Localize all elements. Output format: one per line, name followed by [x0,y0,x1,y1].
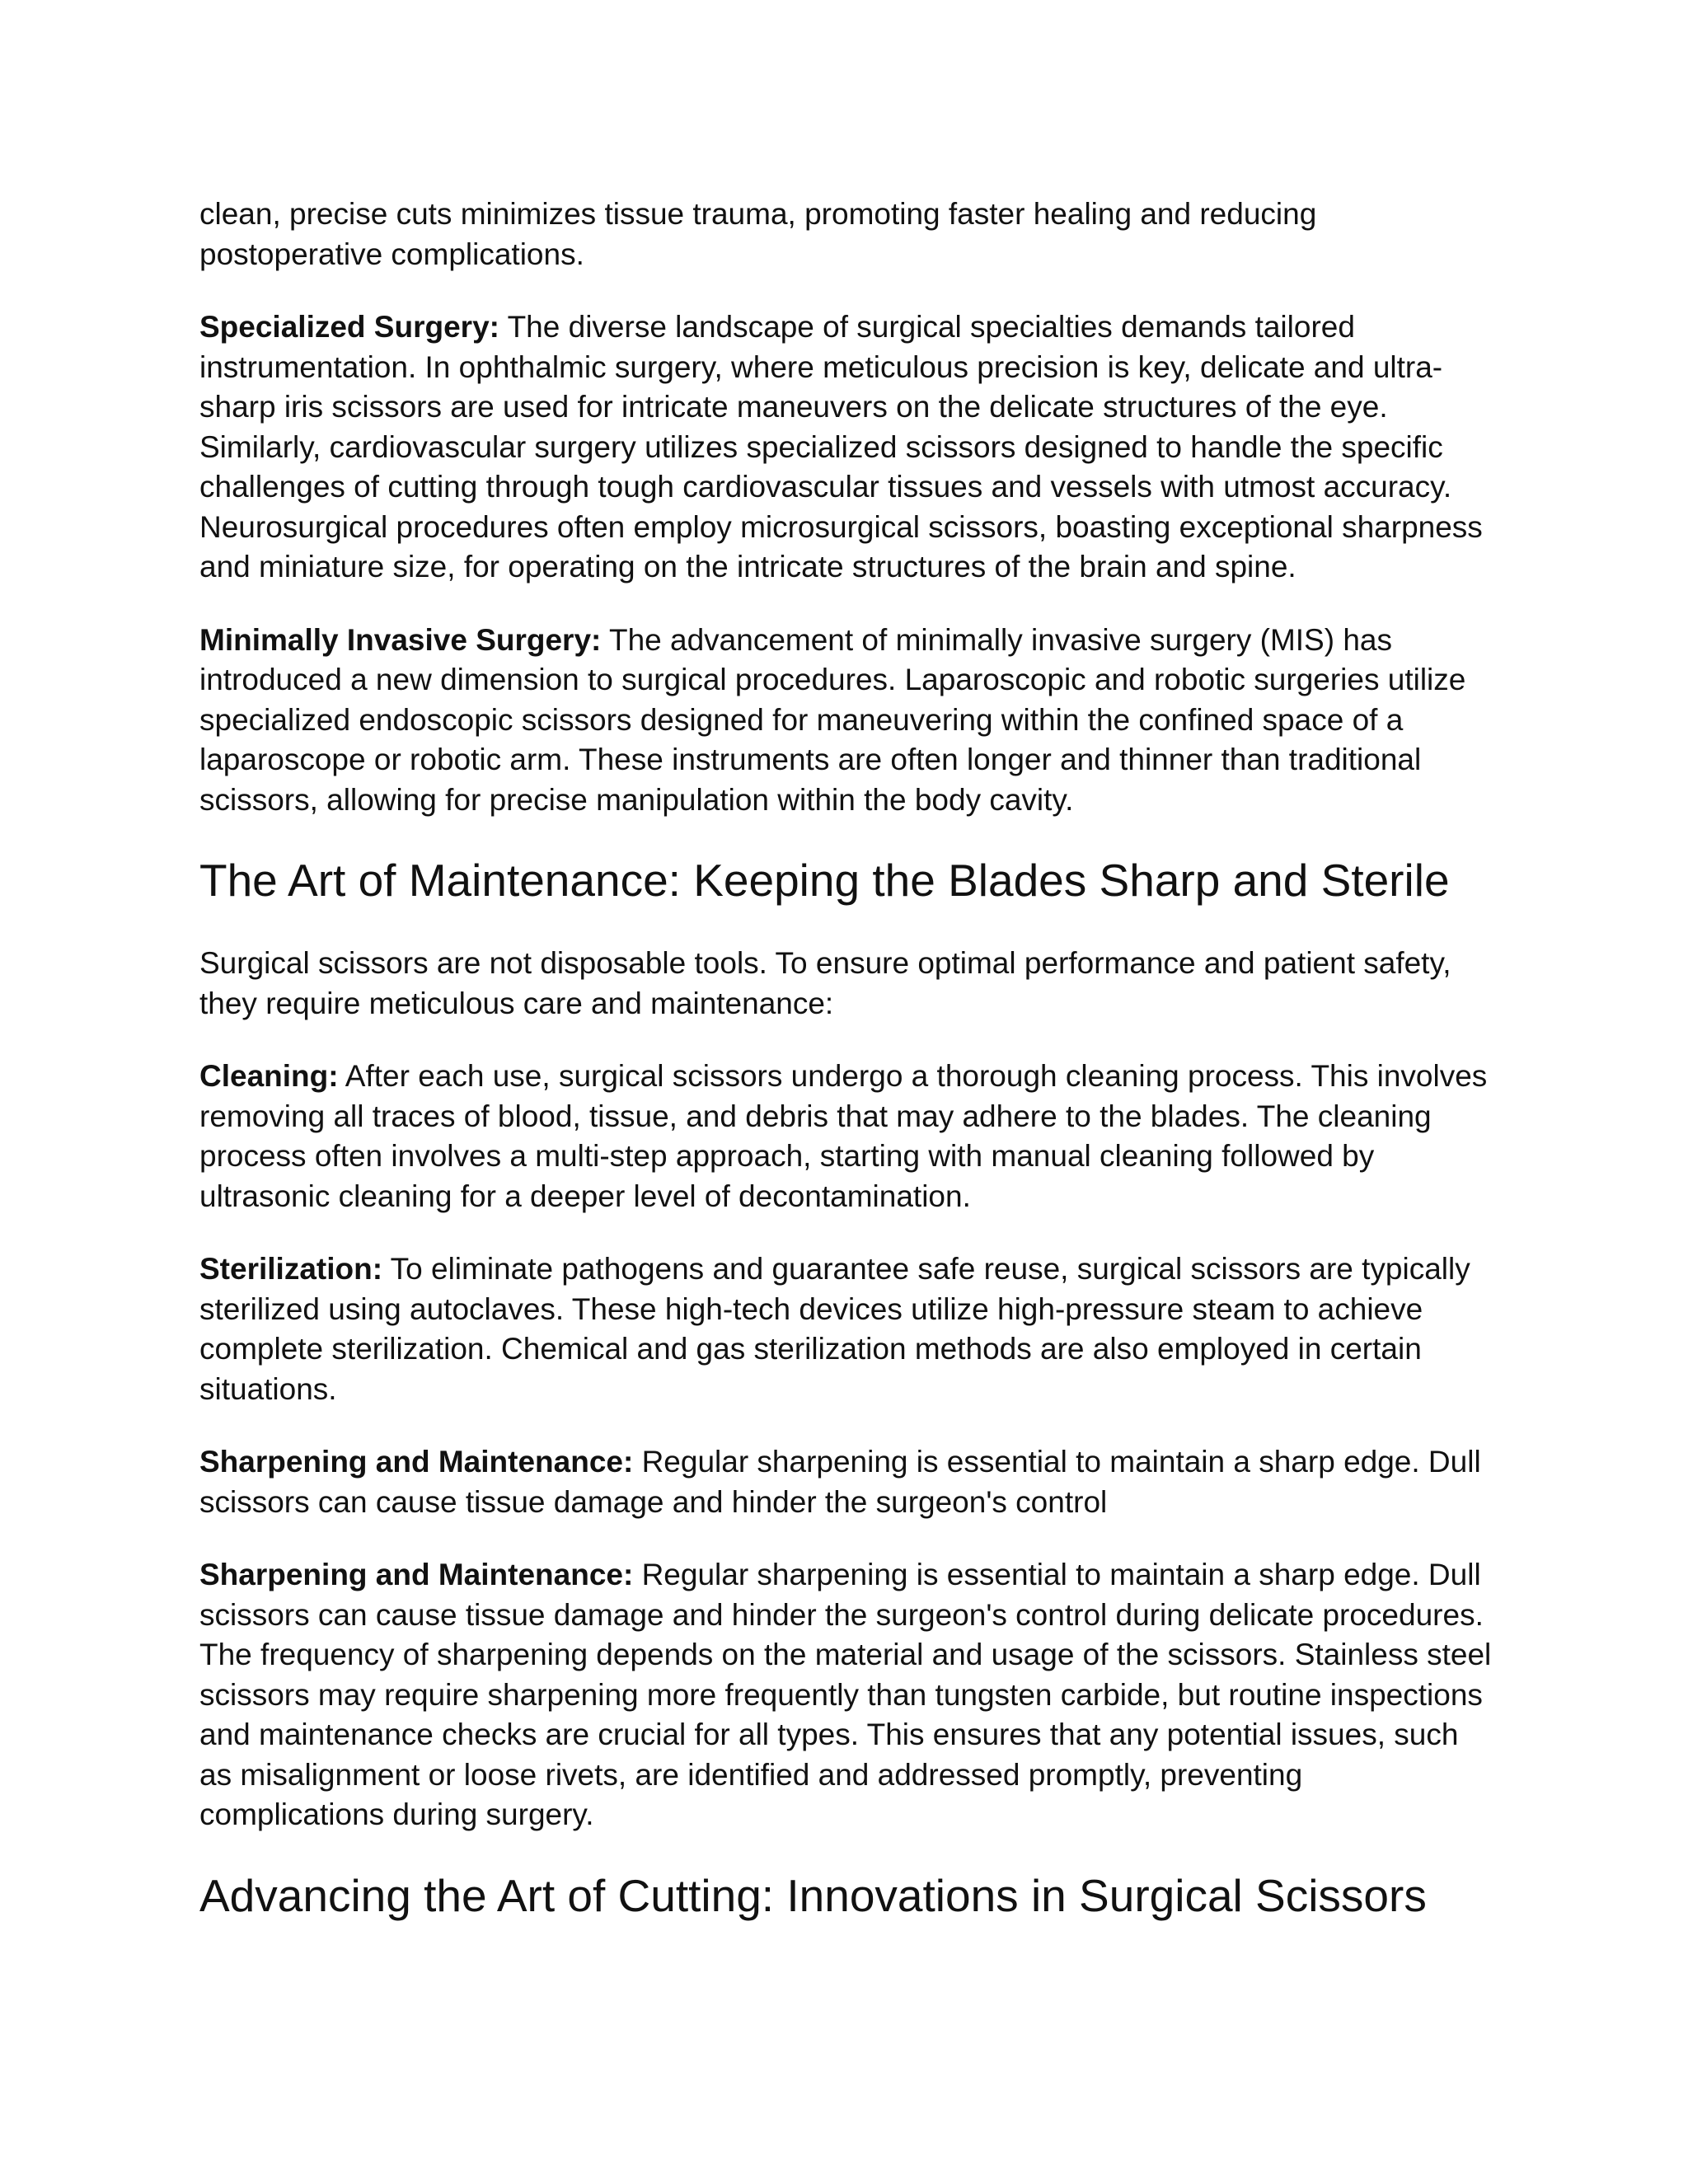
paragraph-lead: Specialized Surgery: [199,310,499,344]
paragraph-text: Regular sharpening is essential to maintain a sharp edge. Dull scissors can cause tissue damage and hinder the surgeon's control [199,1445,1481,1519]
paragraph-minimally-invasive-surgery [199,621,1493,821]
paragraph-sharpening-short [199,1442,1493,1522]
paragraph-sterilization [199,1249,1493,1409]
paragraph-text: After each use, surgical scissors undergo a thorough cleaning process. This involves removing all traces of blood, tissue, and debris that may adhere to the blades. The cleaning process often involves a multi-step approach, starting with manual cleaning followed by ultrasonic cleaning for a deeper level of decontamination. [199,1059,1488,1213]
paragraph-maintenance-intro [199,944,1493,1024]
document-body [199,194,1493,1959]
paragraph-lead: Minimally Invasive Surgery: [199,622,602,657]
paragraph-text: To eliminate pathogens and guarantee safe reuse, surgical scissors are typically sterilized using autoclaves. These high-tech devices utilize high-pressure steam to achieve complete sterilization. Chemical and gas sterilization methods are also employed in certain situations. [199,1252,1470,1406]
paragraph-text: The advancement of minimally invasive surgery (MIS) has introduced a new dimension to surgical procedures. Laparoscopic and robotic surgeries utilize specialized endoscopic scissors designed for maneuvering within the confined space of a laparoscope or robotic arm. These instruments are often longer and thinner than traditional scissors, allowing for precise manipulation within the body cavity. [199,622,1466,817]
paragraph-cleaning [199,1057,1493,1216]
paragraph-lead: Sterilization: [199,1252,383,1286]
paragraph-lead: Sharpening and Maintenance: [199,1445,634,1479]
paragraph-text: Surgical scissors are not disposable tools. To ensure optimal performance and patient safety, they require meticulous care and maintenance: [199,946,1451,1020]
paragraph-text: Regular sharpening is essential to maintain a sharp edge. Dull scissors can cause tissue damage and hinder the surgeon's control during delicate procedures. The frequency of sharpening depends on the material and usage of the scissors. Stainless steel scissors may require sharpening more frequently than tungsten carbide, but routine inspections and maintenance checks are crucial for all types. This ensures that any potential issues, such as misalignment or loose rivets, are identified and addressed promptly, preventing complications during surgery. [199,1558,1492,1831]
paragraph-text: clean, precise cuts minimizes tissue trauma, promoting faster healing and reducing postoperative complications. [199,197,1317,271]
paragraph-sharpening-full [199,1555,1493,1835]
section-heading-innovations: Advancing the Art of Cutting: Innovations in Surgical Scissors [199,1869,1427,1921]
section-heading-maintenance: The Art of Maintenance: Keeping the Blades Sharp and Sterile [199,855,1450,906]
paragraph-specialized-surgery [199,307,1493,588]
paragraph-text: The diverse landscape of surgical specialties demands tailored instrumentation. In ophthalmic surgery, where meticulous precision is key, delicate and ultra-sharp iris scissors are used for intricate maneuvers on the delicate structures of the eye. Similarly, cardiovascular surgery utilizes specialized scissors designed to handle the specific challenges of cutting through tough cardiovascular tissues and vessels with utmost accuracy. Neurosurgical procedures often employ microsurgical scissors, boasting exceptional sharpness and miniature size, for operating on the intricate structures of the brain and spine. [199,310,1483,583]
paragraph-lead: Sharpening and Maintenance: [199,1558,634,1591]
paragraph-continuation [199,194,1493,274]
paragraph-lead: Cleaning: [199,1059,339,1093]
